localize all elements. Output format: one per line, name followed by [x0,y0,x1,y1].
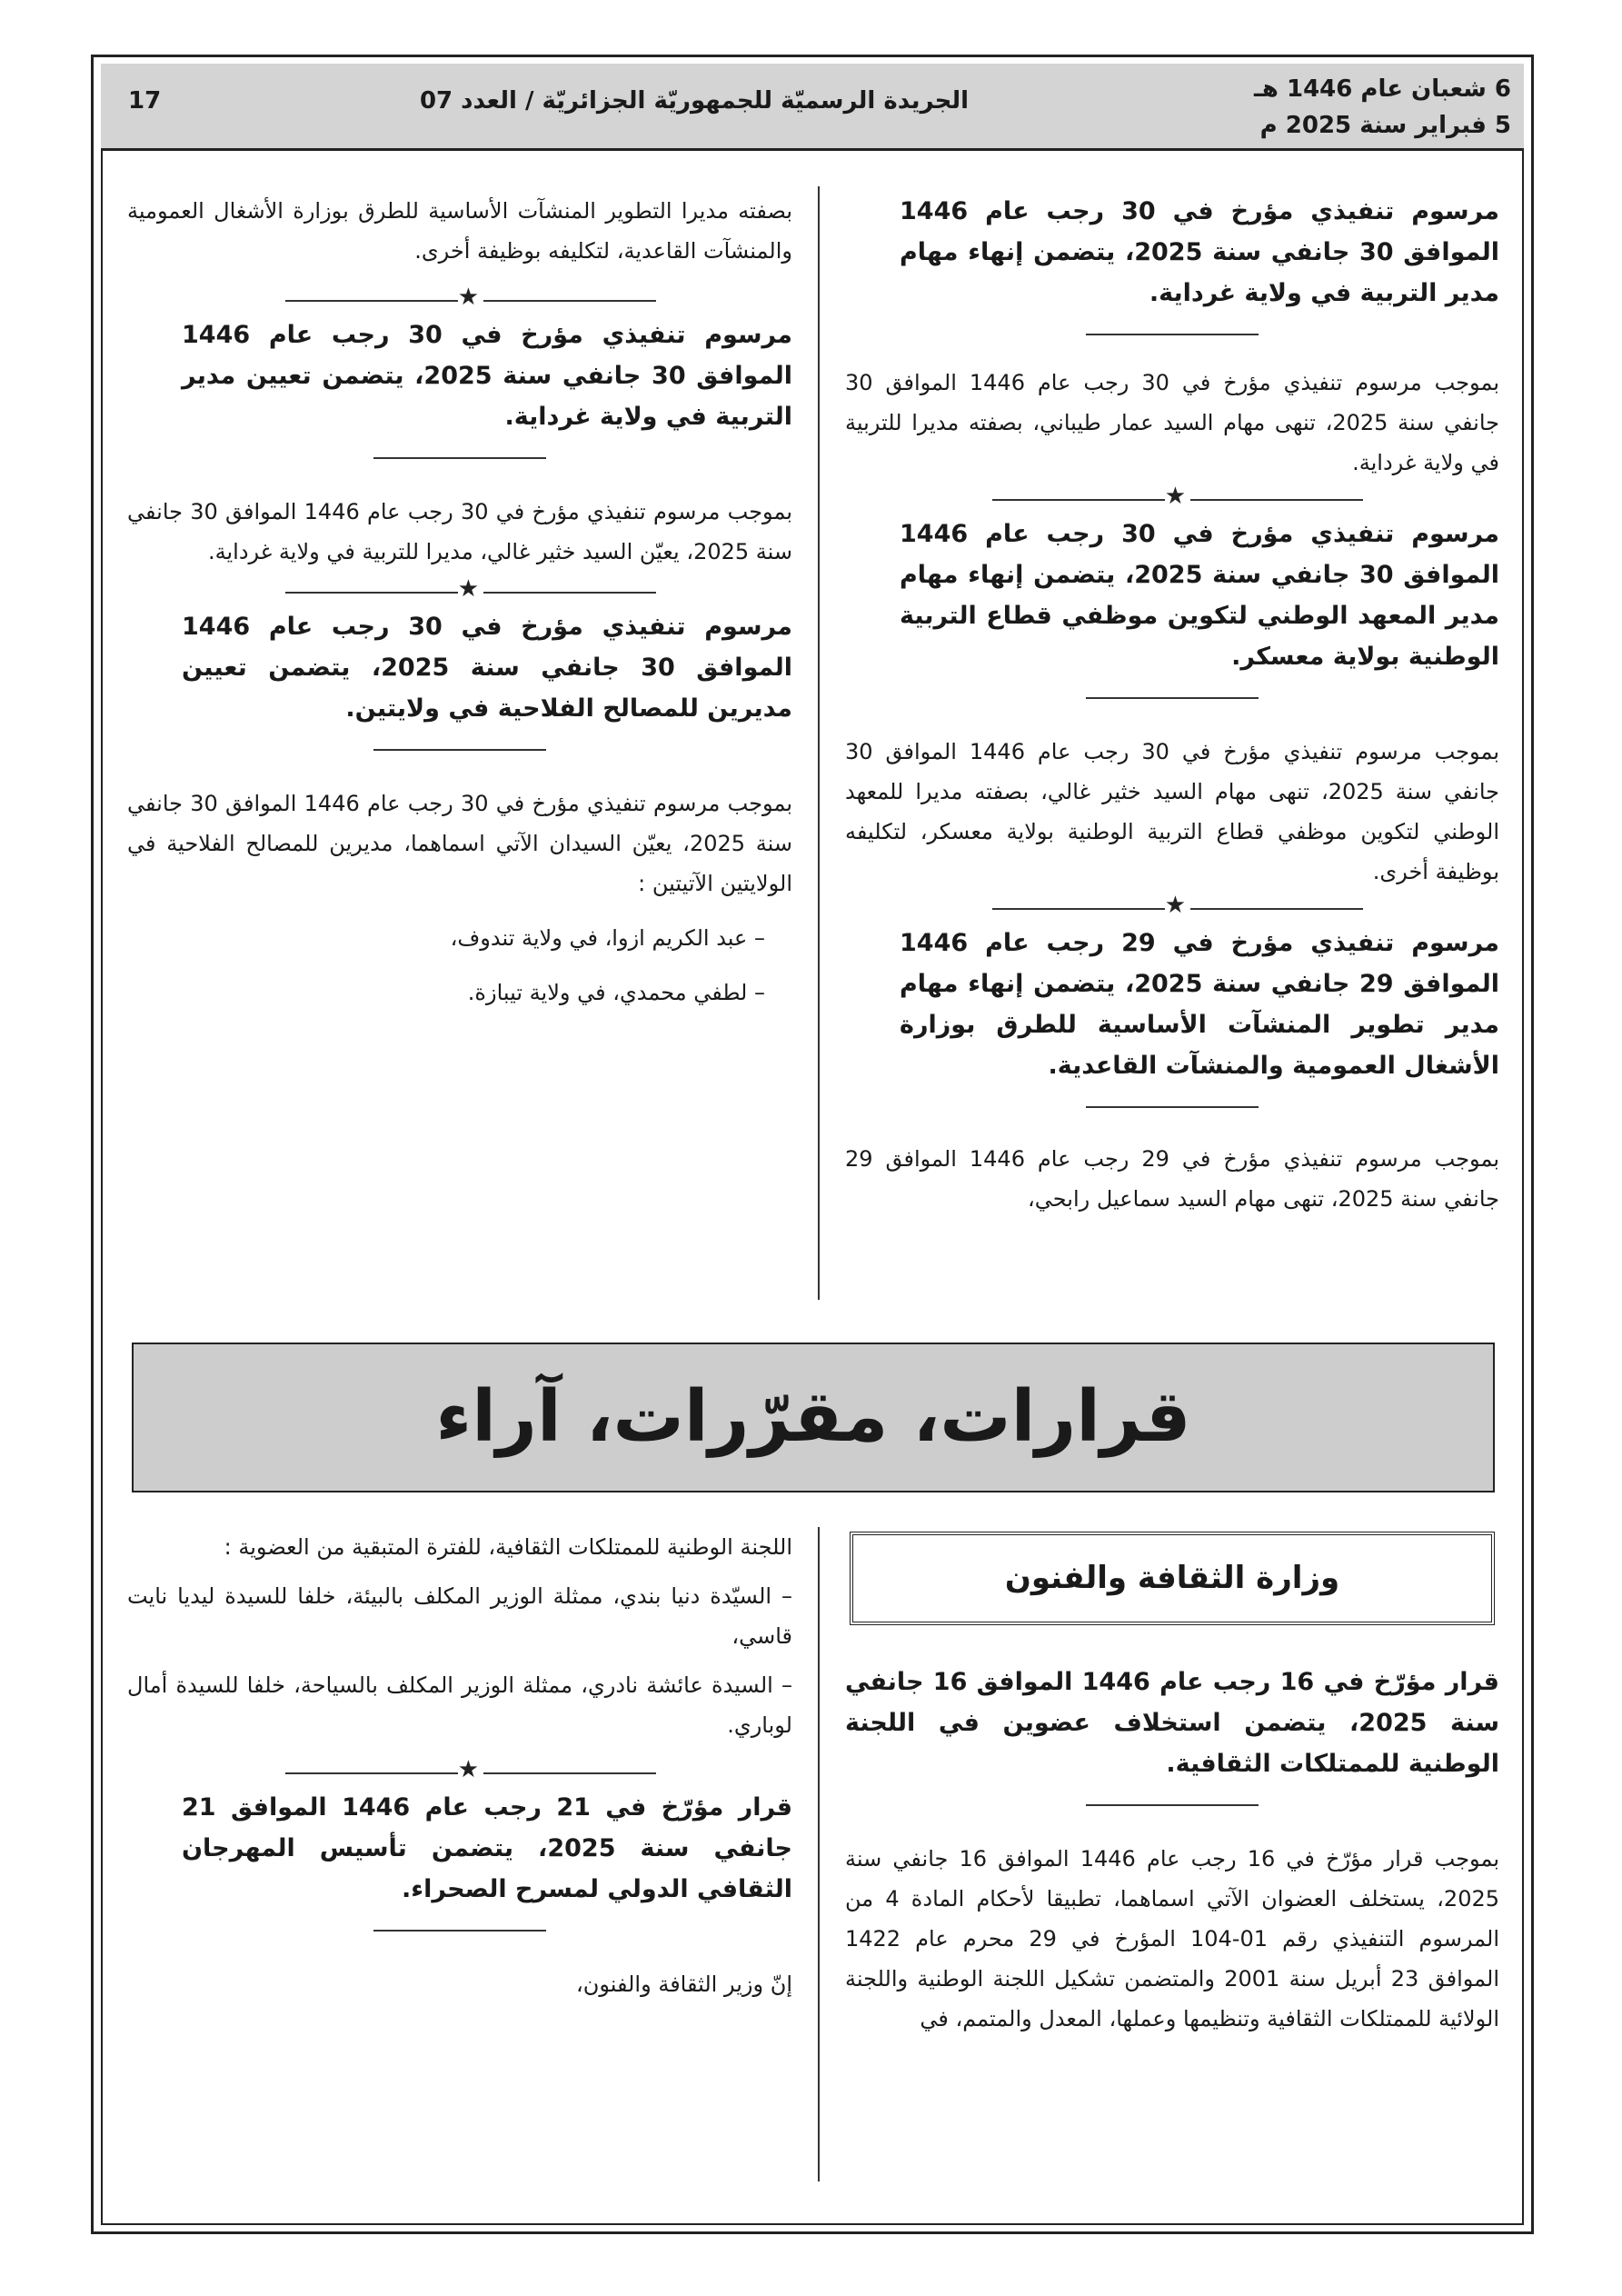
order-title-1: قرار مؤرّخ في 16 رجب عام 1446 الموافق 16 جانفي سنة 2025، يتضمن استخلاف عضوين في اللجنة الوطنية للممتلكات الثقافية. [845,1668,1499,1778]
decree-body-5: بموجب مرسوم تنفيذي مؤرخ في 30 رجب عام 1446 الموافق 30 جانفي سنة 2025، يعيّن السيدان الآتي اسماهما، مديرين للمصالح الفلاحية في الولايتين الآتيتين : [127,791,792,896]
order-body-1: بموجب قرار مؤرّخ في 16 رجب عام 1446 الموافق 16 جانفي سنة 2025، يستخلف العضوان الآتي اسماهما، تطبيقا لأحكام المادة 4 من المرسوم التنفيذي رقم 01-104 المؤرخ في 29 محرم عام 1422 الموافق 23 أبريل سنة 2001 والمتضمن تشكيل اللجنة الوطنية واللجنة الولائية للممتلكات الثقافية وتنظيمها وعملها، المعدل والمتمم، في [845,1846,1500,2031]
decree-body-1: بموجب مرسوم تنفيذي مؤرخ في 30 رجب عام 1446 الموافق 30 جانفي سنة 2025، تنهى مهام السيد عمار طيباني، بصفته مديرا للتربية في ولاية غرداية. [845,370,1500,475]
title-underline [373,749,546,751]
star-icon: ★ [457,575,479,603]
decree-body-3: بموجب مرسوم تنفيذي مؤرخ في 29 رجب عام 1446 الموافق 29 جانفي سنة 2025، تنهى مهام السيد سماعيل رابحي، [845,1146,1500,1212]
column-divider-top [818,186,820,1300]
star-icon: ★ [1164,483,1186,510]
right-column-bottom [845,1662,1499,2039]
page-header [101,64,1524,151]
section-banner-text: قرارات، مقرّرات، آراء [435,1376,1191,1458]
title-underline [1086,1106,1259,1108]
decree-title-5: مرسوم تنفيذي مؤرخ في 30 رجب عام 1446 الموافق 30 جانفي سنة 2025، يتضمن تعيين مديرين للمصالح الفلاحية في ولايتين. [182,613,793,723]
title-underline [373,1930,546,1932]
right-column-top [845,191,1499,1219]
order-title-2: قرار مؤرّخ في 21 رجب عام 1446 الموافق 21 جانفي سنة 2025، يتضمن تأسيس المهرجان الثقافي الدولي لمسرح الصحراء. [182,1793,793,1903]
decree-body-4: بموجب مرسوم تنفيذي مؤرخ في 30 رجب عام 1446 الموافق 30 جانفي سنة 2025، يعيّن السيد خثير غالي، مديرا للتربية في ولاية غرداية. [127,499,792,564]
left-column-top [127,191,792,1013]
member-item-1: – السيّدة دنيا بندي، ممثلة الوزير المكلف بالبيئة، خلفا للسيدة ليديا نايت قاسي، [127,1583,792,1649]
gazette-title-text: الجريدة الرسميّة للجمهوريّة الجزائريّة / العدد 07 [419,87,970,115]
ministry-heading-box [850,1532,1495,1625]
order-body-2: إنّ وزير الثقافة والفنون، [575,1972,792,1997]
decree-body-2: بموجب مرسوم تنفيذي مؤرخ في 30 رجب عام 1446 الموافق 30 جانفي سنة 2025، تنهى مهام السيد خثير غالي، بصفته مديرا للمعهد الوطني لتكوين موظفي قطاع التربية الوطنية بولاية معسكر، لتكليفه بوظيفة أخرى. [845,739,1500,884]
decree-title-4: مرسوم تنفيذي مؤرخ في 30 رجب عام 1446 الموافق 30 جانفي سنة 2025، يتضمن تعيين مدير التربية في ولاية غرداية. [182,321,793,431]
title-underline [1086,1804,1259,1806]
star-separator [127,1756,792,1783]
star-icon: ★ [457,284,479,311]
member-item-2: – السيدة عائشة نادري، ممثلة الوزير المكلف بالسياحة، خلفا للسيدة أمال لوباري. [127,1672,792,1738]
title-underline [373,457,546,459]
star-icon: ★ [1164,892,1186,919]
decree-title-3: مرسوم تنفيذي مؤرخ في 29 رجب عام 1446 الموافق 29 جانفي سنة 2025، يتضمن إنهاء مهام مدير تطوير المنشآت الأساسية للطرق بوزارة الأشغال العمومية والمنشآت القاعدية. [900,929,1500,1080]
decree-title-2: مرسوم تنفيذي مؤرخ في 30 رجب عام 1446 الموافق 30 جانفي سنة 2025، يتضمن إنهاء مهام مدير المعهد الوطني لتكوين موظفي قطاع التربية الوطنية بولاية معسكر. [900,520,1500,671]
order-body-continuation: اللجنة الوطنية للممتلكات الثقافية، للفترة المتبقية من العضوية : [224,1534,792,1560]
decree-body-continuation: بصفته مديرا التطوير المنشآت الأساسية للطرق بوزارة الأشغال العمومية والمنشآت القاعدية، لتكليفه بوظيفة أخرى. [127,198,792,264]
column-divider-bottom [818,1527,820,2181]
decree-title-1: مرسوم تنفيذي مؤرخ في 30 رجب عام 1446 الموافق 30 جانفي سنة 2025، يتضمن إنهاء مهام مدير التربية في ولاية غرداية. [900,197,1500,307]
ministry-name: وزارة الثقافة والفنون [1004,1560,1340,1596]
appointee-item-1: – عبد الكريم ازوا، في ولاية تندوف، [450,925,765,951]
gregorian-date: 5 فبراير سنة 2025 م [1259,112,1511,139]
section-banner [132,1343,1495,1492]
star-separator [127,284,792,311]
title-underline [1086,697,1259,699]
star-icon: ★ [457,1756,479,1783]
page-number: 17 [128,87,162,115]
left-column-bottom [127,1527,792,2004]
star-separator [845,892,1499,919]
gazette-title [101,87,1524,115]
appointee-item-2: – لطفي محمدي، في ولاية تيبازة. [467,980,765,1005]
star-separator [845,483,1499,510]
title-underline [1086,334,1259,335]
hijri-date: 6 شعبان عام 1446 هـ [1254,75,1511,103]
star-separator [127,575,792,603]
